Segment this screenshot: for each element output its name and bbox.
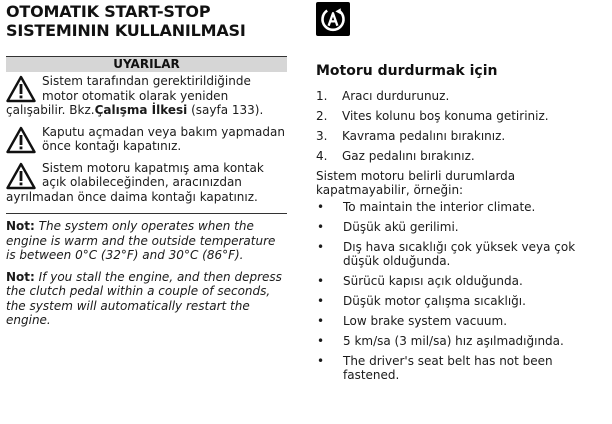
- note-label: Not:: [6, 219, 35, 233]
- warning-triangle-icon: [6, 75, 36, 103]
- note-text: If you stall the engine, and then depress the clutch pedal within a couple of seconds, the system will automatically restart the engine.: [6, 269, 282, 327]
- bullet-icon: •: [317, 240, 325, 254]
- step-number: 2.: [316, 109, 328, 123]
- step-number: 1.: [316, 89, 328, 103]
- condition-text: 5 km/sa (3 mil/sa) hız aşılmadığında.: [343, 334, 564, 348]
- list-item: [316, 314, 608, 328]
- conditions-intro: Sistem motoru belirli durumlarda kapatmayabilir, örneğin:: [316, 169, 516, 197]
- list-item: [316, 106, 608, 126]
- list-item: [316, 220, 608, 234]
- warning-item-2: [6, 125, 287, 154]
- condition-text: Düşük motor çalışma sıcaklığı.: [343, 294, 526, 308]
- bullet-icon: •: [317, 274, 325, 288]
- bullet-icon: •: [317, 314, 325, 328]
- list-item: [316, 334, 608, 348]
- note-label: Not:: [6, 269, 35, 284]
- bullet-icon: •: [317, 354, 325, 368]
- section-divider: [6, 213, 287, 214]
- condition-text: Düşük akü gerilimi.: [343, 220, 459, 234]
- condition-text: Sürücü kapısı açık olduğunda.: [343, 274, 523, 288]
- section-title-line-2: SISTEMININ KULLANILMASI: [6, 21, 246, 40]
- list-item: [316, 240, 608, 268]
- conditions-list: [316, 200, 608, 382]
- bullet-icon: •: [317, 200, 325, 214]
- step-text: Vites kolunu boş konuma getiriniz.: [342, 109, 549, 123]
- condition-text: Dış hava sıcaklığı çok yüksek veya çok düşük olduğunda.: [343, 240, 576, 268]
- step-number: 3.: [316, 129, 328, 143]
- note-1: [6, 219, 287, 263]
- stop-steps-list: [316, 86, 608, 166]
- condition-text: The driver's seat belt has not been fastened.: [343, 354, 553, 382]
- bullet-icon: •: [317, 294, 325, 308]
- note-2: [6, 270, 287, 328]
- warning-triangle-icon: [6, 126, 36, 154]
- step-text: Aracı durdurunuz.: [342, 89, 450, 103]
- warning-item-1: [6, 74, 287, 118]
- subsection-title: Motoru durdurmak için: [316, 63, 498, 79]
- warning-text-1-a: Sistem tarafından gerektirildiğinde motor otomatik olarak yeniden çalışabilir. Bkz.: [6, 74, 251, 117]
- auto-start-stop-icon: [316, 2, 350, 36]
- section-title: [6, 2, 287, 40]
- list-item: [316, 86, 608, 106]
- right-column: [316, 2, 608, 388]
- note-text: The system only operates when the engine is warm and the outside temperature is between 0°C (32°F) and 30°C (86°F).: [6, 219, 276, 262]
- list-item: [316, 274, 608, 288]
- bullet-icon: •: [317, 220, 325, 234]
- section-title-line-1: OTOMATIK START-STOP: [6, 2, 211, 21]
- list-item: [316, 200, 608, 214]
- list-item: [316, 294, 608, 308]
- step-text: Kavrama pedalını bırakınız.: [342, 129, 506, 143]
- reference-link-calisma-ilkesi[interactable]: Çalışma İlkesi: [94, 103, 188, 117]
- warnings-header: UYARILAR: [6, 56, 287, 72]
- warning-text-1-b: (sayfa 133).: [187, 103, 264, 117]
- warning-triangle-icon: [6, 162, 36, 190]
- warning-item-3: [6, 161, 287, 205]
- list-item: [316, 126, 608, 146]
- condition-text: To maintain the interior climate.: [343, 200, 536, 214]
- list-item: [316, 146, 608, 166]
- list-item: [316, 354, 608, 382]
- step-number: 4.: [316, 149, 328, 163]
- warning-text-2: Kaputu açmadan veya bakım yapmadan önce kontağı kapatınız.: [42, 124, 285, 153]
- left-column: [6, 2, 287, 328]
- step-text: Gaz pedalını bırakınız.: [342, 149, 475, 163]
- bullet-icon: •: [317, 334, 325, 348]
- condition-text: Low brake system vacuum.: [343, 314, 508, 328]
- auto-start-stop-glyph: [316, 2, 350, 36]
- warning-text-3: Sistem motoru kapatmış ama kontak açık olabileceğinden, aracınızdan ayrılmadan önce daima kontağı kapatınız.: [6, 160, 264, 204]
